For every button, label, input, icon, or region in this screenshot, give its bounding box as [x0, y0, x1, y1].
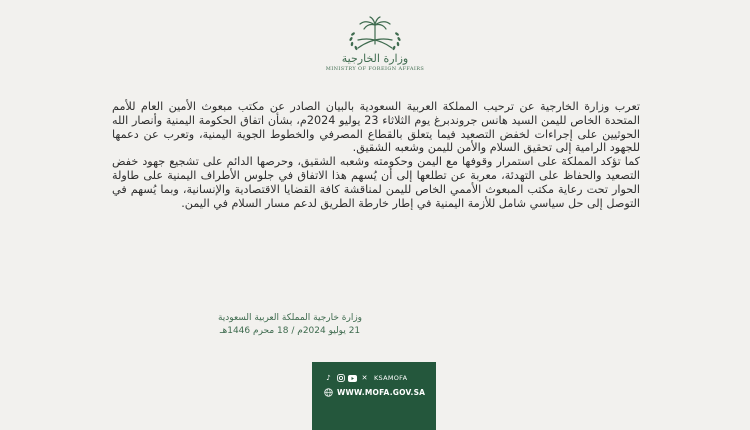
globe-icon	[324, 388, 333, 397]
statement-body	[112, 100, 640, 210]
ministry-name-arabic: وزارة الخارجية	[341, 52, 409, 65]
signature-ministry: وزارة خارجية المملكة العربية السعودية	[217, 313, 363, 323]
tiktok-icon[interactable]: ♪	[326, 373, 331, 382]
website-row[interactable]	[324, 386, 425, 398]
ministry-name-english: MINISTRY OF FOREIGN AFFAIRS	[325, 66, 425, 72]
signature-date: 21 يوليو 2024م / 18 محرم 1446هـ	[219, 326, 361, 336]
social-links	[324, 373, 407, 383]
statement-paragraph-1: تعرب وزارة الخارجية عن ترحيب المملكة العربية السعودية بالبيان الصادر عن مكتب مبعوث الأمين العام للأمم المتحدة الخاص لليمن السيد هانس جروندبرغ يوم الثلاثاء 23 يوليو 2024م، بشأن اتفاق الحكومة اليمنية وأنصار الله الحوثيين على إجراءات لخفض التصعيد فيما يتعلق بالقطاع المصرفي والخطوط الجوية اليمنية، وتعرب عن دعمها للجهود الرامية إلى تحقيق السلام والأمن لليمن وشعبه الشقيق.	[112, 100, 641, 155]
youtube-icon[interactable]	[348, 374, 357, 383]
x-icon[interactable]: ✕	[361, 373, 368, 382]
social-handle[interactable]: KSAMOFA	[374, 374, 408, 382]
instagram-icon[interactable]	[336, 374, 345, 383]
signature-block	[200, 312, 380, 338]
website-link[interactable]: WWW.MOFA.GOV.SA	[337, 387, 426, 397]
palm-swords-icon	[336, 14, 414, 54]
statement-paragraph-2: كما تؤكد المملكة على استمرار وقوفها مع اليمن وحكومته وشعبه الشقيق، وحرصها الدائم على تشجيع جهود خفض التصعيد والحفاظ على التهدئة، معربة عن تطلعها إلى أن يُسهم هذا الاتفاق في جلوس الأطراف اليمنية على طاولة الحوار تحت رعاية مكتب المبعوث الأممي الخاص لليمن لمناقشة كافة القضايا الاقتصادية والإنسانية، وبما يُسهم في التوصل إلى حل سياسي شامل للأزمة اليمنية في إطار خارطة الطريق لدعم مسار السلام في اليمن.	[112, 155, 640, 210]
footer-card	[312, 362, 436, 430]
